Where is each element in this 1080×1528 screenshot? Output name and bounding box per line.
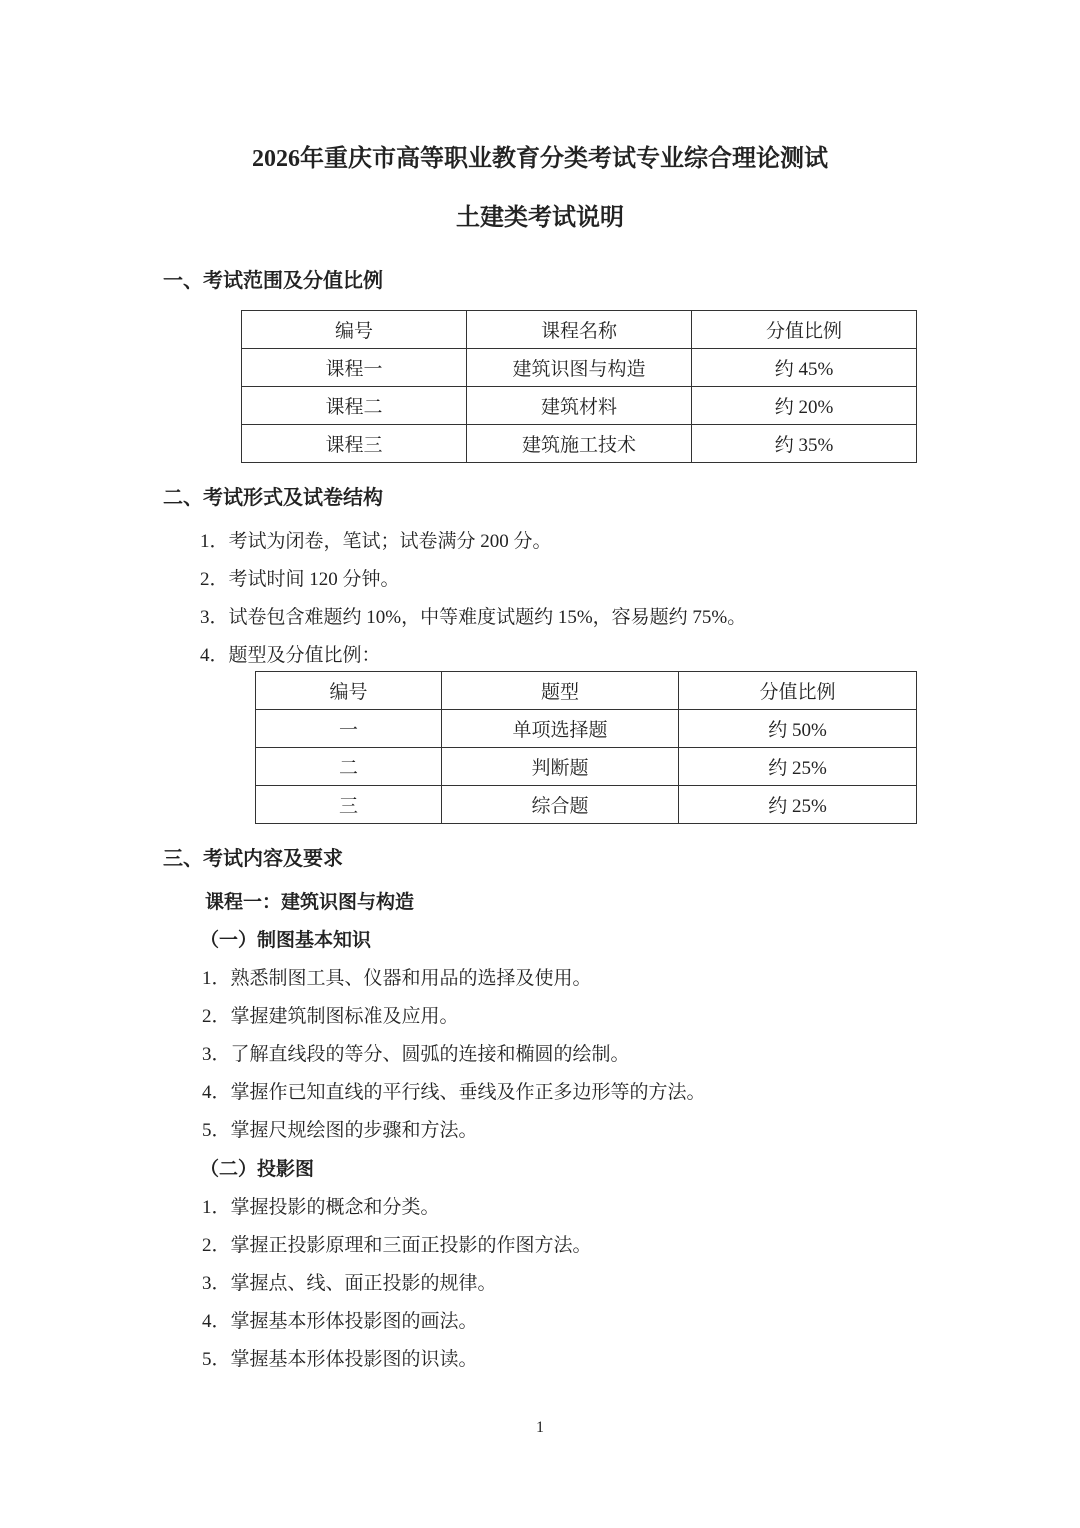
table-cell: 课程一	[242, 349, 467, 387]
table-row	[242, 425, 917, 463]
table-row	[242, 387, 917, 425]
table-cell: 课程二	[242, 387, 467, 425]
table-cell: 一	[256, 710, 442, 748]
list-item: 2．掌握建筑制图标准及应用。	[202, 1006, 459, 1027]
list-item: 4．掌握基本形体投影图的画法。	[202, 1311, 478, 1332]
document-title: 2026年重庆市高等职业教育分类考试专业综合理论测试	[252, 146, 828, 172]
section-2-heading: 二、考试形式及试卷结构	[163, 487, 383, 509]
course-heading: 课程一：建筑识图与构造	[205, 892, 415, 913]
list-item: 2．掌握正投影原理和三面正投影的作图方法。	[202, 1235, 592, 1256]
table-row	[256, 786, 917, 824]
list-item: 3．掌握点、线、面正投影的规律。	[202, 1273, 497, 1294]
table-cell: 课程三	[242, 425, 467, 463]
table-cell: 综合题	[442, 786, 679, 824]
header-cell: 题型	[442, 672, 679, 710]
question-type-table	[255, 671, 917, 824]
table-cell: 约 35%	[692, 425, 917, 463]
table-cell: 约 20%	[692, 387, 917, 425]
table-cell: 判断题	[442, 748, 679, 786]
table-cell: 约 25%	[679, 748, 917, 786]
table-header-row	[242, 311, 917, 349]
list-item: 3．试卷包含难题约 10%，中等难度试题约 15%，容易题约 75%。	[200, 607, 747, 628]
table-cell: 建筑识图与构造	[467, 349, 692, 387]
list-item: 4．题型及分值比例：	[200, 645, 381, 666]
list-item: 1．考试为闭卷，笔试；试卷满分 200 分。	[200, 531, 552, 552]
list-item: 4．掌握作已知直线的平行线、垂线及作正多边形等的方法。	[202, 1082, 706, 1103]
document-subtitle: 土建类考试说明	[456, 205, 624, 231]
header-cell: 编号	[242, 311, 467, 349]
list-item: 1．熟悉制图工具、仪器和用品的选择及使用。	[202, 968, 592, 989]
table-cell: 三	[256, 786, 442, 824]
table-cell: 约 50%	[679, 710, 917, 748]
list-item: 2．考试时间 120 分钟。	[200, 569, 400, 590]
header-cell: 课程名称	[467, 311, 692, 349]
table-cell: 二	[256, 748, 442, 786]
course-weight-table	[241, 310, 917, 463]
list-item: 5．掌握基本形体投影图的识读。	[202, 1349, 478, 1370]
table-row	[256, 748, 917, 786]
table-row	[256, 710, 917, 748]
list-item: 5．掌握尺规绘图的步骤和方法。	[202, 1120, 478, 1141]
header-cell: 分值比例	[679, 672, 917, 710]
table-cell: 建筑材料	[467, 387, 692, 425]
subsection-heading: （一）制图基本知识	[200, 930, 372, 951]
list-item: 3．了解直线段的等分、圆弧的连接和椭圆的绘制。	[202, 1044, 630, 1065]
table-cell: 建筑施工技术	[467, 425, 692, 463]
table-cell: 约 45%	[692, 349, 917, 387]
list-item: 1．掌握投影的概念和分类。	[202, 1197, 440, 1218]
table-cell: 约 25%	[679, 786, 917, 824]
page-number: 1	[536, 1419, 544, 1436]
section-1-heading: 一、考试范围及分值比例	[163, 270, 383, 292]
subsection-heading: （二）投影图	[200, 1159, 315, 1180]
table-cell: 单项选择题	[442, 710, 679, 748]
table-row	[242, 349, 917, 387]
section-3-heading: 三、考试内容及要求	[163, 848, 343, 870]
header-cell: 分值比例	[692, 311, 917, 349]
table-header-row	[256, 672, 917, 710]
header-cell: 编号	[256, 672, 442, 710]
